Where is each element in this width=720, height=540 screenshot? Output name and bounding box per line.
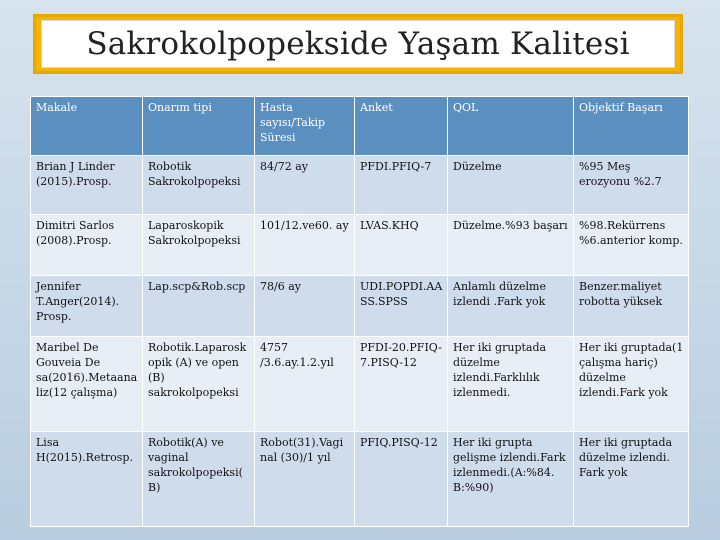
cell-anket: PFDI-20.PFIQ-7.PISQ-12 — [355, 337, 448, 432]
cell-onarim-tipi: Robotik(A) ve vaginal sakrokolpopeksi(B) — [143, 432, 255, 527]
cell-objektif-basari: %95 Meş erozyonu %2.7 — [574, 156, 689, 215]
cell-hasta-sayisi: Robot(31).Vaginal (30)/1 yıl — [255, 432, 355, 527]
cell-makale: Maribel De Gouveia De sa(2016).Metaanaliz(12 çalışma) — [31, 337, 143, 432]
cell-objektif-basari: Her iki gruptada düzelme izlendi. Fark yok — [574, 432, 689, 527]
cell-qol: Anlamlı düzelme izlendi .Fark yok — [448, 276, 574, 337]
header-makale: Makale — [31, 97, 143, 156]
cell-hasta-sayisi: 101/12.ve60. ay — [255, 215, 355, 276]
cell-makale: Lisa H(2015).Retrosp. — [31, 432, 143, 527]
header-onarim-tipi: Onarım tipi — [143, 97, 255, 156]
table-row — [31, 156, 689, 215]
table-row — [31, 215, 689, 276]
header-objektif-basari: Objektif Başarı — [574, 97, 689, 156]
cell-makale: Jennifer T.Anger(2014). Prosp. — [31, 276, 143, 337]
cell-makale: Brian J Linder (2015).Prosp. — [31, 156, 143, 215]
comparison-table — [30, 96, 689, 527]
header-anket: Anket — [355, 97, 448, 156]
slide-title: Sakrokolpopekside Yaşam Kalitesi — [86, 26, 630, 62]
cell-anket: PFIQ.PISQ-12 — [355, 432, 448, 527]
cell-qol: Her iki grupta gelişme izlendi.Fark izlenmedi.(A:%84. B:%90) — [448, 432, 574, 527]
table-row — [31, 276, 689, 337]
title-banner — [33, 14, 683, 74]
cell-anket: UDI.POPDI.AASS.SPSS — [355, 276, 448, 337]
header-qol: QOL — [448, 97, 574, 156]
cell-onarim-tipi: Robotik Sakrokolpopeksi — [143, 156, 255, 215]
cell-onarim-tipi: Lap.scp&Rob.scp — [143, 276, 255, 337]
cell-qol: Düzelme.%93 başarı — [448, 215, 574, 276]
table-header-row — [31, 97, 689, 156]
cell-objektif-basari: Benzer.maliyet robotta yüksek — [574, 276, 689, 337]
cell-makale: Dimitri Sarlos (2008).Prosp. — [31, 215, 143, 276]
cell-onarim-tipi: Laparoskopik Sakrokolpopeksi — [143, 215, 255, 276]
cell-onarim-tipi: Robotik.Laparoskopik (A) ve open (B) sakrokolpopeksi — [143, 337, 255, 432]
cell-qol: Düzelme — [448, 156, 574, 215]
cell-anket: LVAS.KHQ — [355, 215, 448, 276]
cell-objektif-basari: Her iki gruptada(1 çalışma hariç) düzelme izlendi.Fark yok — [574, 337, 689, 432]
cell-hasta-sayisi: 84/72 ay — [255, 156, 355, 215]
table-row — [31, 432, 689, 527]
cell-hasta-sayisi: 4757 /3.6.ay.1.2.yıl — [255, 337, 355, 432]
table-row — [31, 337, 689, 432]
title-frame — [41, 20, 675, 68]
cell-qol: Her iki gruptada düzelme izlendi.Farklılık izlenmedi. — [448, 337, 574, 432]
cell-objektif-basari: %98.Rekürrens %6.anterior komp. — [574, 215, 689, 276]
cell-hasta-sayisi: 78/6 ay — [255, 276, 355, 337]
cell-anket: PFDI.PFIQ-7 — [355, 156, 448, 215]
header-hasta-sayisi: Hasta sayısı/Takip Süresi — [255, 97, 355, 156]
